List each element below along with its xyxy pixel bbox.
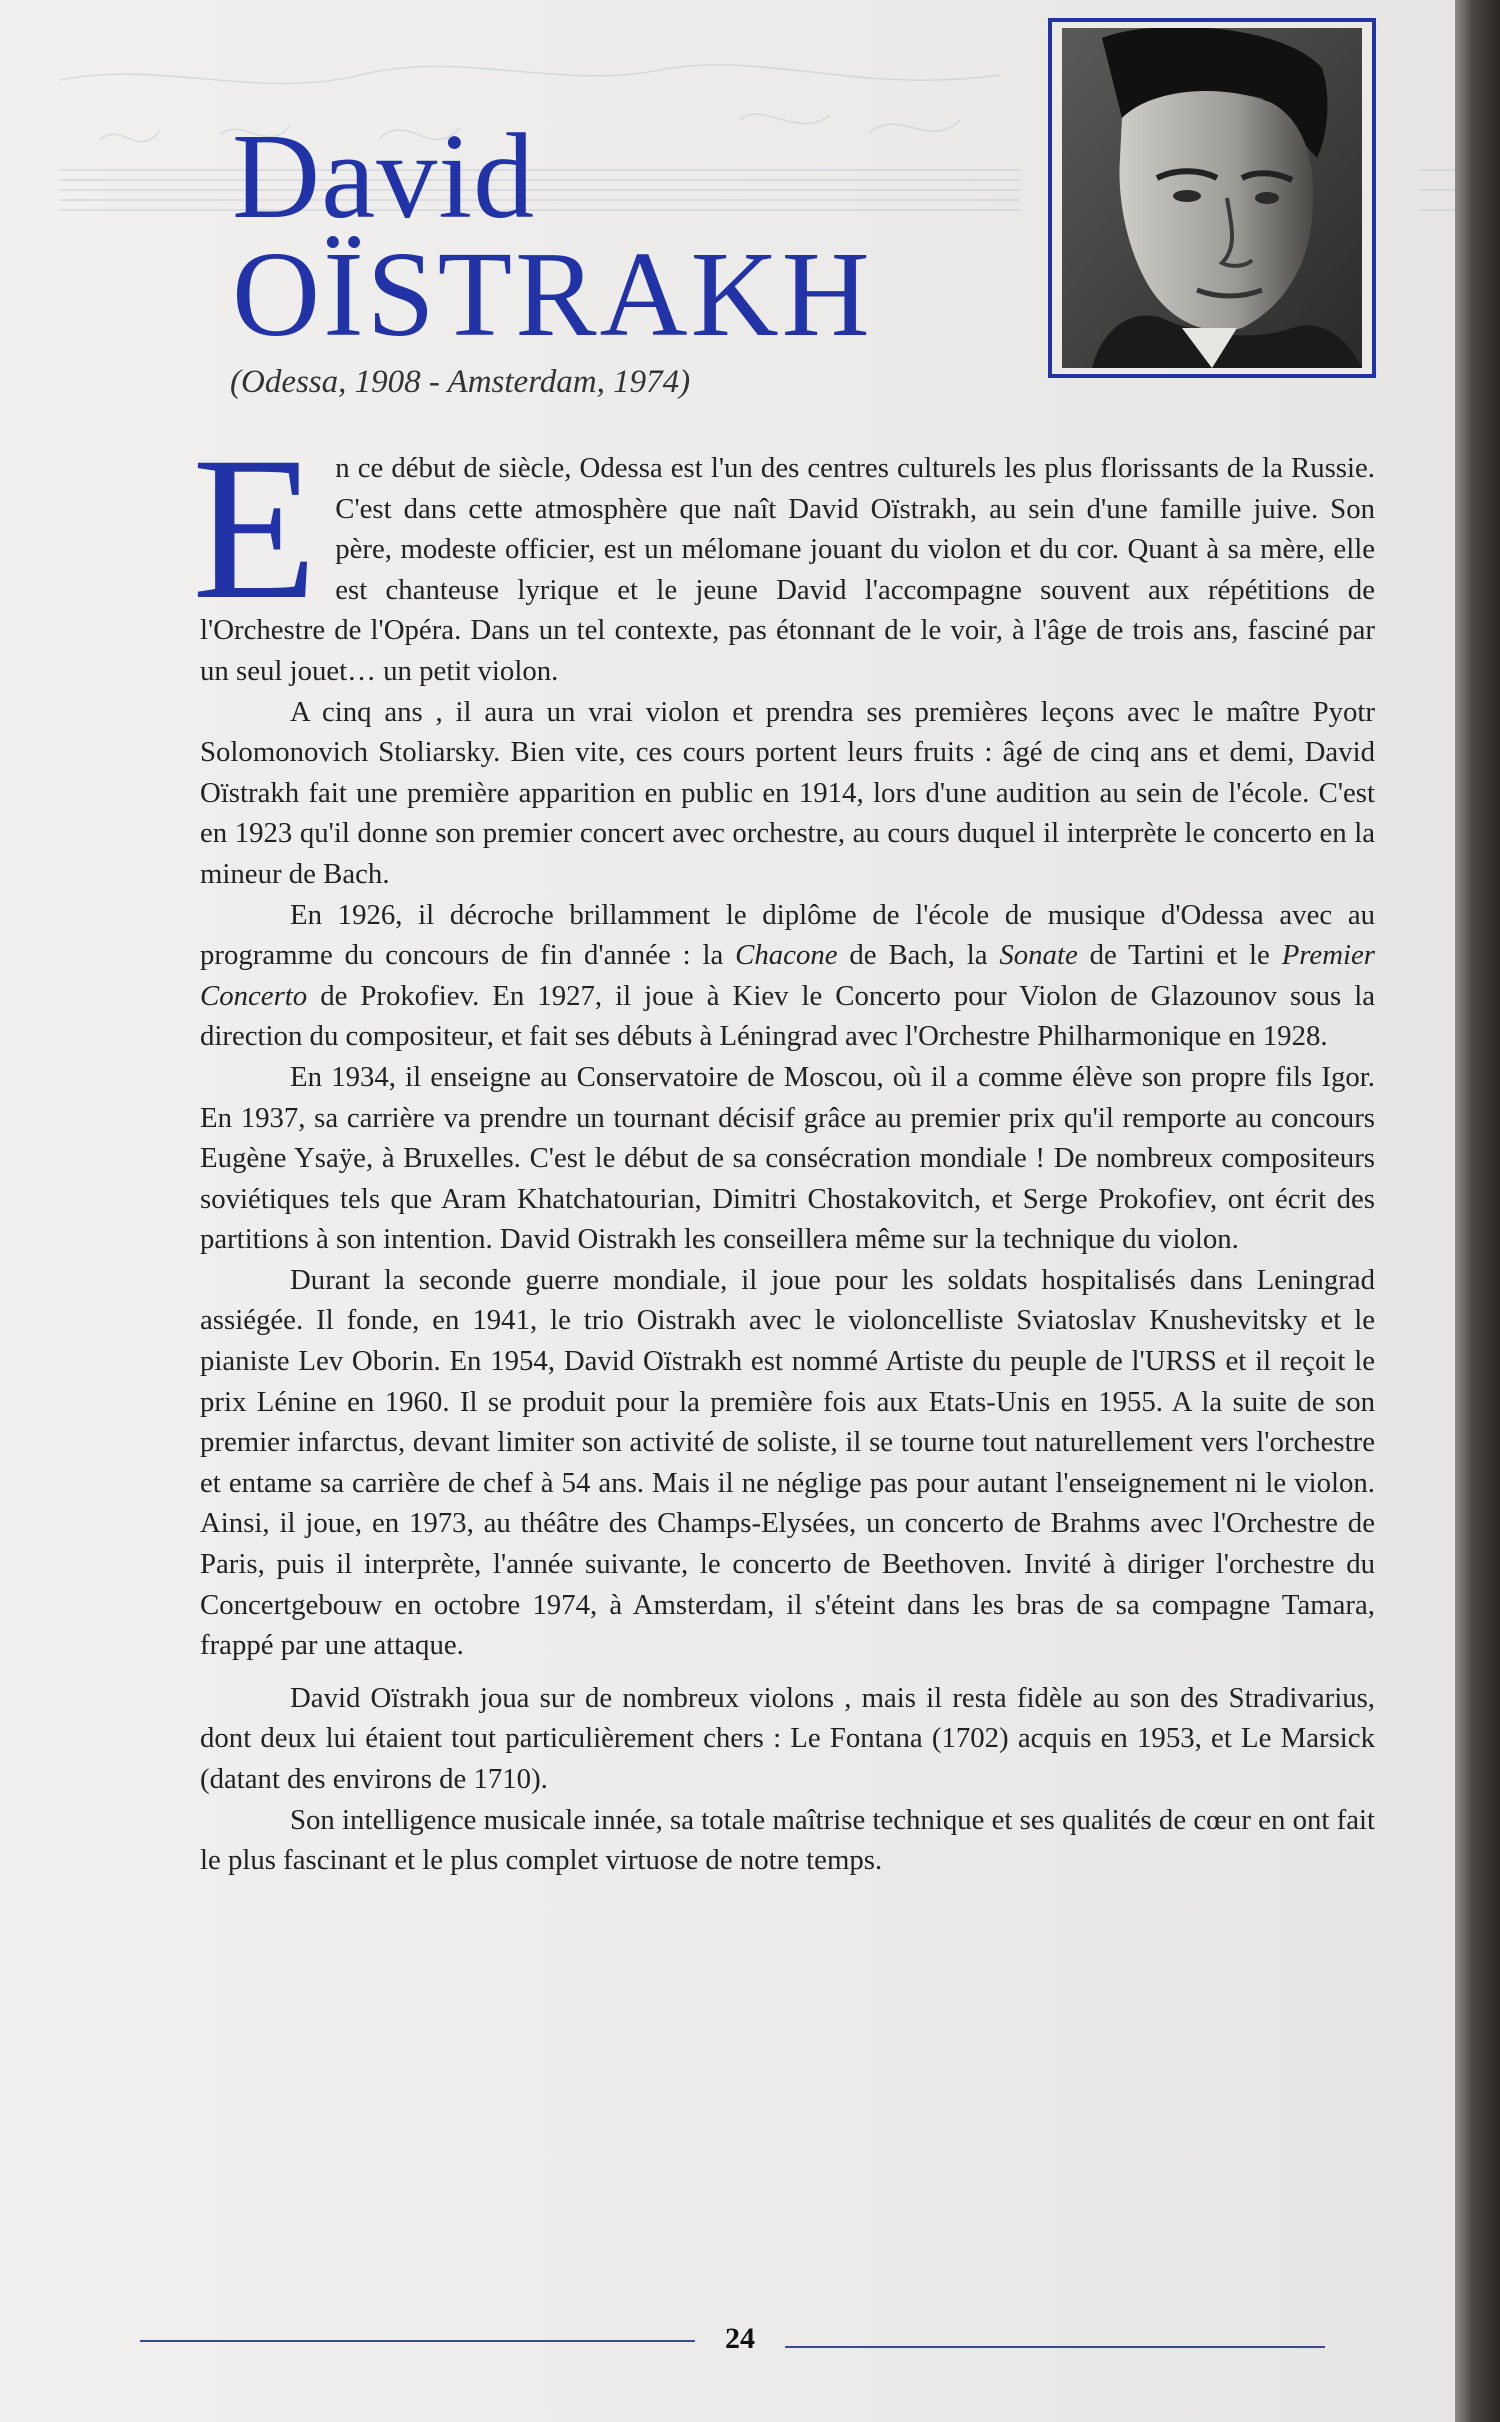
article-body bbox=[192, 415, 1375, 1881]
page-number: 24 bbox=[725, 2322, 755, 2355]
paragraph-1 bbox=[192, 415, 1375, 692]
work-sonate: Sonate bbox=[999, 939, 1078, 972]
portrait-photo bbox=[1048, 18, 1376, 378]
drop-cap: E bbox=[192, 415, 318, 642]
page-edge-shadow bbox=[1455, 0, 1500, 2422]
paragraph-3-text-b: de Bach, la bbox=[837, 939, 1000, 972]
paragraph-3-text-a: En 1926, il décroche brillamment le diplôme de l'école de musique d'Odessa avec au programme du concours de fin d'année : la bbox=[200, 898, 1375, 972]
paragraph-1-text: n ce début de siècle, Odessa est l'un des centres culturels les plus florissants de la Russie. C'est dans cette atmosphère que naît David Oïstrakh, au sein d'une famille juive. Son père, modeste officier, est un mélomane jouant du violon et du cor. Quant à sa mère, elle est chanteuse lyrique et le jeune David l'accompagne souvent aux répétitions de l'Orchestre de l'Opéra. Dans un tel contexte, pas étonnant de le voir, à l'âge de trois ans, fasciné par un seul jouet… un petit violon. bbox=[200, 452, 1375, 687]
footer-rule-left bbox=[140, 2340, 695, 2342]
work-premier-concerto: Premier Concerto bbox=[200, 939, 1375, 1012]
paragraph-4: En 1934, il enseigne au Conservatoire de Moscou, où il a comme élève son propre fils Igor. En 1937, sa carrière va prendre un tournant décisif grâce au premier prix qu'il remporte au concours Eugène Ysaÿe, à Bruxelles. C'est le début de sa consécration mondiale ! De nombreux compositeurs soviétiques tels que Aram Khatchatourian, Dimitri Chostakovitch, et Serge Prokofiev, ont écrit des partitions à son intention. David Oistrakh les conseillera même sur la technique du violon. bbox=[200, 1060, 1375, 1256]
paragraph-3 bbox=[200, 895, 1375, 1057]
footer-rule-right bbox=[785, 2346, 1325, 2348]
paragraph-2: A cinq ans , il aura un vrai violon et prendra ses premières leçons avec le maître Pyotr Solomonovich Stoliarsky. Bien vite, ces cours portent leurs fruits : âgé de cinq ans et demi, David Oïstrakh fait une première apparition en public en 1914, lors d'une audition au sein de l'école. C'est en 1923 qu'il donne son premier concert avec orchestre, au cours duquel il interprète le concerto en la mineur de Bach. bbox=[200, 695, 1375, 890]
page-title bbox=[232, 109, 873, 362]
portrait-photo-image bbox=[1058, 28, 1366, 368]
paragraph-6: David Oïstrakh joua sur de nombreux violons , mais il resta fidèle au son des Stradivarius, dont deux lui étaient tout particulièrement chers : Le Fontana (1702) acquis en 1953, et Le Marsick (datant des environs de 1710). bbox=[200, 1681, 1375, 1795]
title-last-name: OÏSTRAKH bbox=[232, 227, 873, 362]
paragraph-7: Son intelligence musicale innée, sa totale maîtrise technique et ses qualités de cœur en ont fait le plus fascinant et le plus complet virtuose de notre temps. bbox=[200, 1803, 1375, 1877]
work-chacone: Chacone bbox=[735, 939, 838, 972]
paragraph-5: Durant la seconde guerre mondiale, il joue pour les soldats hospitalisés dans Leningrad assiégée. Il fonde, en 1941, le trio Oistrakh avec le violoncelliste Sviatoslav Knushevitsky et le pianiste Lev Oborin. En 1954, David Oïstrakh est nommé Artiste du peuple de l'URSS et il reçoit le prix Lénine en 1960. Il se produit pour la première fois aux Etats-Unis en 1955. A la suite de son premier infarctus, devant limiter son activité de soliste, il se tourne tout naturellement vers l'orchestre et entame sa carrière de chef à 54 ans. Mais il ne néglige pas pour autant l'enseignement ni le violon. Ainsi, il joue, en 1973, au théâtre des Champs-Elysées, un concerto de Brahms avec l'Orchestre de Paris, puis il interprète, l'année suivante, le concerto de Beethoven. Invité à diriger l'orchestre du Concertgebouw en octobre 1974, à Amsterdam, il s'éteint dans les bras de sa compagne Tamara, frappé par une attaque. bbox=[200, 1263, 1375, 1662]
paragraph-3-text-d: de Prokofiev. En 1927, il joue à Kiev le Concerto pour Violon de Glazounov sous la direction du compositeur, et fait ses débuts à Léningrad avec l'Orchestre Philharmonique en 1928. bbox=[200, 979, 1375, 1053]
subtitle-dates: (Odessa, 1908 - Amsterdam, 1974) bbox=[230, 364, 691, 400]
paragraph-3-text-c: de Tartini et le bbox=[1077, 939, 1282, 972]
title-first-name: David bbox=[232, 109, 536, 244]
